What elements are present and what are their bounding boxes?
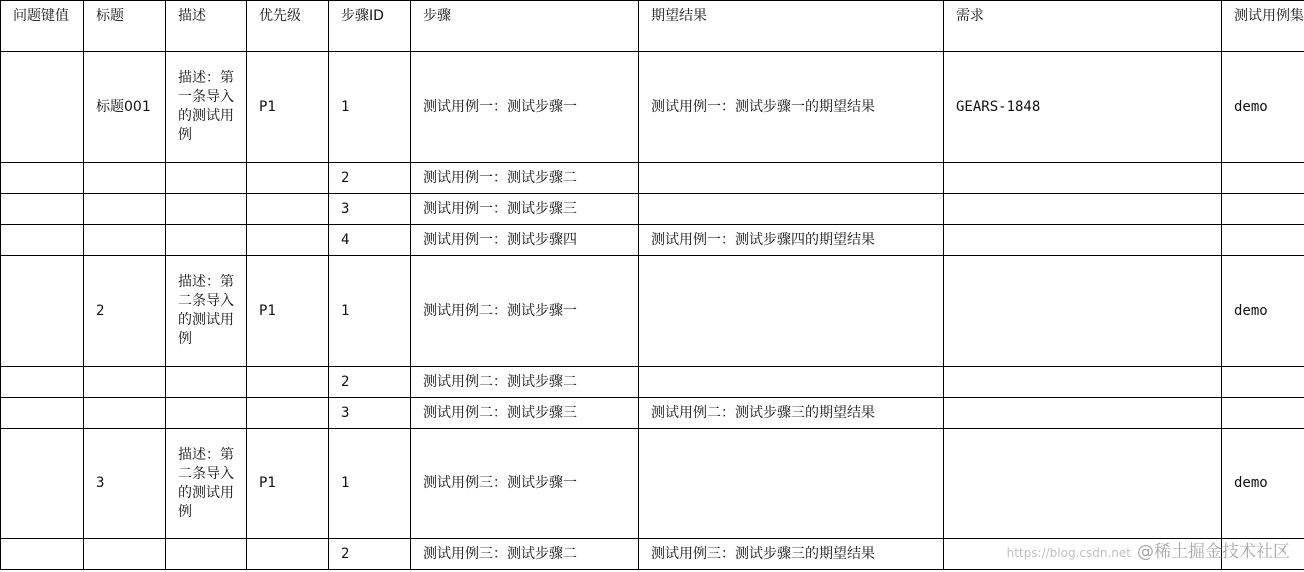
cell-step[interactable]: 测试用例一：测试步骤一 bbox=[411, 52, 639, 163]
cell-step-id[interactable]: 1 bbox=[329, 429, 411, 539]
table-row bbox=[1, 256, 1304, 367]
cell-desc[interactable] bbox=[166, 225, 247, 256]
cell-requirement[interactable] bbox=[944, 429, 1222, 539]
table-row bbox=[1, 429, 1304, 539]
cell-title[interactable]: 标题001 bbox=[84, 52, 166, 163]
table-row bbox=[1, 52, 1304, 163]
cell-desc[interactable] bbox=[166, 194, 247, 225]
cell-suite[interactable] bbox=[1222, 225, 1304, 256]
cell-key[interactable] bbox=[1, 194, 84, 225]
cell-expected[interactable] bbox=[639, 367, 944, 398]
cell-step-id[interactable]: 2 bbox=[329, 163, 411, 194]
cell-requirement[interactable] bbox=[944, 194, 1222, 225]
cell-expected[interactable] bbox=[639, 194, 944, 225]
cell-priority[interactable]: P1 bbox=[247, 429, 329, 539]
cell-title[interactable] bbox=[84, 367, 166, 398]
cell-requirement[interactable] bbox=[944, 367, 1222, 398]
cell-suite[interactable]: demo bbox=[1222, 429, 1304, 539]
cell-step-id[interactable]: 4 bbox=[329, 225, 411, 256]
watermark bbox=[1007, 537, 1290, 562]
cell-step[interactable]: 测试用例二：测试步骤一 bbox=[411, 256, 639, 367]
table-row bbox=[1, 194, 1304, 225]
cell-step[interactable]: 测试用例一：测试步骤三 bbox=[411, 194, 639, 225]
col-header-desc[interactable]: 描述 bbox=[166, 1, 247, 52]
cell-expected[interactable]: 测试用例一：测试步骤四的期望结果 bbox=[639, 225, 944, 256]
cell-requirement[interactable] bbox=[944, 256, 1222, 367]
cell-step[interactable]: 测试用例二：测试步骤三 bbox=[411, 398, 639, 429]
col-header-suite[interactable]: 测试用例集 bbox=[1222, 1, 1304, 52]
col-header-priority[interactable]: 优先级 bbox=[247, 1, 329, 52]
cell-desc[interactable]: 描述：第二条导入的测试用例 bbox=[166, 256, 247, 367]
cell-expected[interactable] bbox=[639, 163, 944, 194]
cell-key[interactable] bbox=[1, 429, 84, 539]
cell-step-id[interactable]: 1 bbox=[329, 256, 411, 367]
cell-step-id[interactable]: 2 bbox=[329, 539, 411, 570]
cell-suite[interactable] bbox=[1222, 194, 1304, 225]
cell-key[interactable] bbox=[1, 225, 84, 256]
table-row bbox=[1, 398, 1304, 429]
header-row bbox=[1, 1, 1304, 52]
cell-key[interactable] bbox=[1, 367, 84, 398]
cell-suite[interactable] bbox=[1222, 367, 1304, 398]
cell-priority[interactable] bbox=[247, 367, 329, 398]
cell-key[interactable] bbox=[1, 539, 84, 570]
cell-title[interactable] bbox=[84, 163, 166, 194]
cell-title[interactable] bbox=[84, 194, 166, 225]
cell-priority[interactable] bbox=[247, 539, 329, 570]
cell-title[interactable]: 3 bbox=[84, 429, 166, 539]
col-header-requirement[interactable]: 需求 bbox=[944, 1, 1222, 52]
cell-suite[interactable] bbox=[1222, 398, 1304, 429]
cell-desc[interactable] bbox=[166, 398, 247, 429]
cell-priority[interactable] bbox=[247, 225, 329, 256]
col-header-step[interactable]: 步骤 bbox=[411, 1, 639, 52]
table-row bbox=[1, 367, 1304, 398]
cell-expected[interactable] bbox=[639, 429, 944, 539]
cell-desc[interactable]: 描述：第二条导入的测试用例 bbox=[166, 429, 247, 539]
cell-title[interactable]: 2 bbox=[84, 256, 166, 367]
cell-requirement[interactable] bbox=[944, 163, 1222, 194]
watermark-url: https://blog.csdn.net bbox=[1006, 546, 1131, 560]
cell-suite[interactable]: demo bbox=[1222, 52, 1304, 163]
cell-key[interactable] bbox=[1, 52, 84, 163]
col-header-step-id[interactable]: 步骤ID bbox=[329, 1, 411, 52]
table-row bbox=[1, 225, 1304, 256]
cell-suite[interactable] bbox=[1222, 163, 1304, 194]
cell-step-id[interactable]: 1 bbox=[329, 52, 411, 163]
cell-step[interactable]: 测试用例二：测试步骤二 bbox=[411, 367, 639, 398]
cell-title[interactable] bbox=[84, 398, 166, 429]
cell-step[interactable]: 测试用例三：测试步骤一 bbox=[411, 429, 639, 539]
cell-key[interactable] bbox=[1, 398, 84, 429]
cell-step-id[interactable]: 2 bbox=[329, 367, 411, 398]
cell-requirement[interactable] bbox=[944, 225, 1222, 256]
cell-priority[interactable]: P1 bbox=[247, 52, 329, 163]
cell-step[interactable]: 测试用例一：测试步骤二 bbox=[411, 163, 639, 194]
cell-expected[interactable]: 测试用例三：测试步骤三的期望结果 bbox=[639, 539, 944, 570]
cell-suite[interactable]: demo bbox=[1222, 256, 1304, 367]
cell-expected[interactable] bbox=[639, 256, 944, 367]
cell-step-id[interactable]: 3 bbox=[329, 194, 411, 225]
cell-requirement[interactable]: GEARS-1848 bbox=[944, 52, 1222, 163]
cell-desc[interactable] bbox=[166, 367, 247, 398]
cell-step[interactable]: 测试用例一：测试步骤四 bbox=[411, 225, 639, 256]
cell-title[interactable] bbox=[84, 539, 166, 570]
cell-requirement[interactable] bbox=[944, 398, 1222, 429]
cell-priority[interactable]: P1 bbox=[247, 256, 329, 367]
cell-desc[interactable]: 描述：第一条导入的测试用例 bbox=[166, 52, 247, 163]
cell-priority[interactable] bbox=[247, 194, 329, 225]
cell-desc[interactable] bbox=[166, 539, 247, 570]
cell-expected[interactable]: 测试用例二：测试步骤三的期望结果 bbox=[639, 398, 944, 429]
cell-title[interactable] bbox=[84, 225, 166, 256]
cell-step[interactable]: 测试用例三：测试步骤二 bbox=[411, 539, 639, 570]
cell-priority[interactable] bbox=[247, 398, 329, 429]
cell-key[interactable] bbox=[1, 256, 84, 367]
cell-step-id[interactable]: 3 bbox=[329, 398, 411, 429]
cell-expected[interactable]: 测试用例一：测试步骤一的期望结果 bbox=[639, 52, 944, 163]
col-header-expected[interactable]: 期望结果 bbox=[639, 1, 944, 52]
cell-priority[interactable] bbox=[247, 163, 329, 194]
cell-desc[interactable] bbox=[166, 163, 247, 194]
table-row bbox=[1, 163, 1304, 194]
watermark-text: @稀土掘金技术社区 bbox=[1137, 542, 1290, 562]
cell-key[interactable] bbox=[1, 163, 84, 194]
col-header-title[interactable]: 标题 bbox=[84, 1, 166, 52]
col-header-key[interactable]: 问题键值 bbox=[1, 1, 84, 52]
